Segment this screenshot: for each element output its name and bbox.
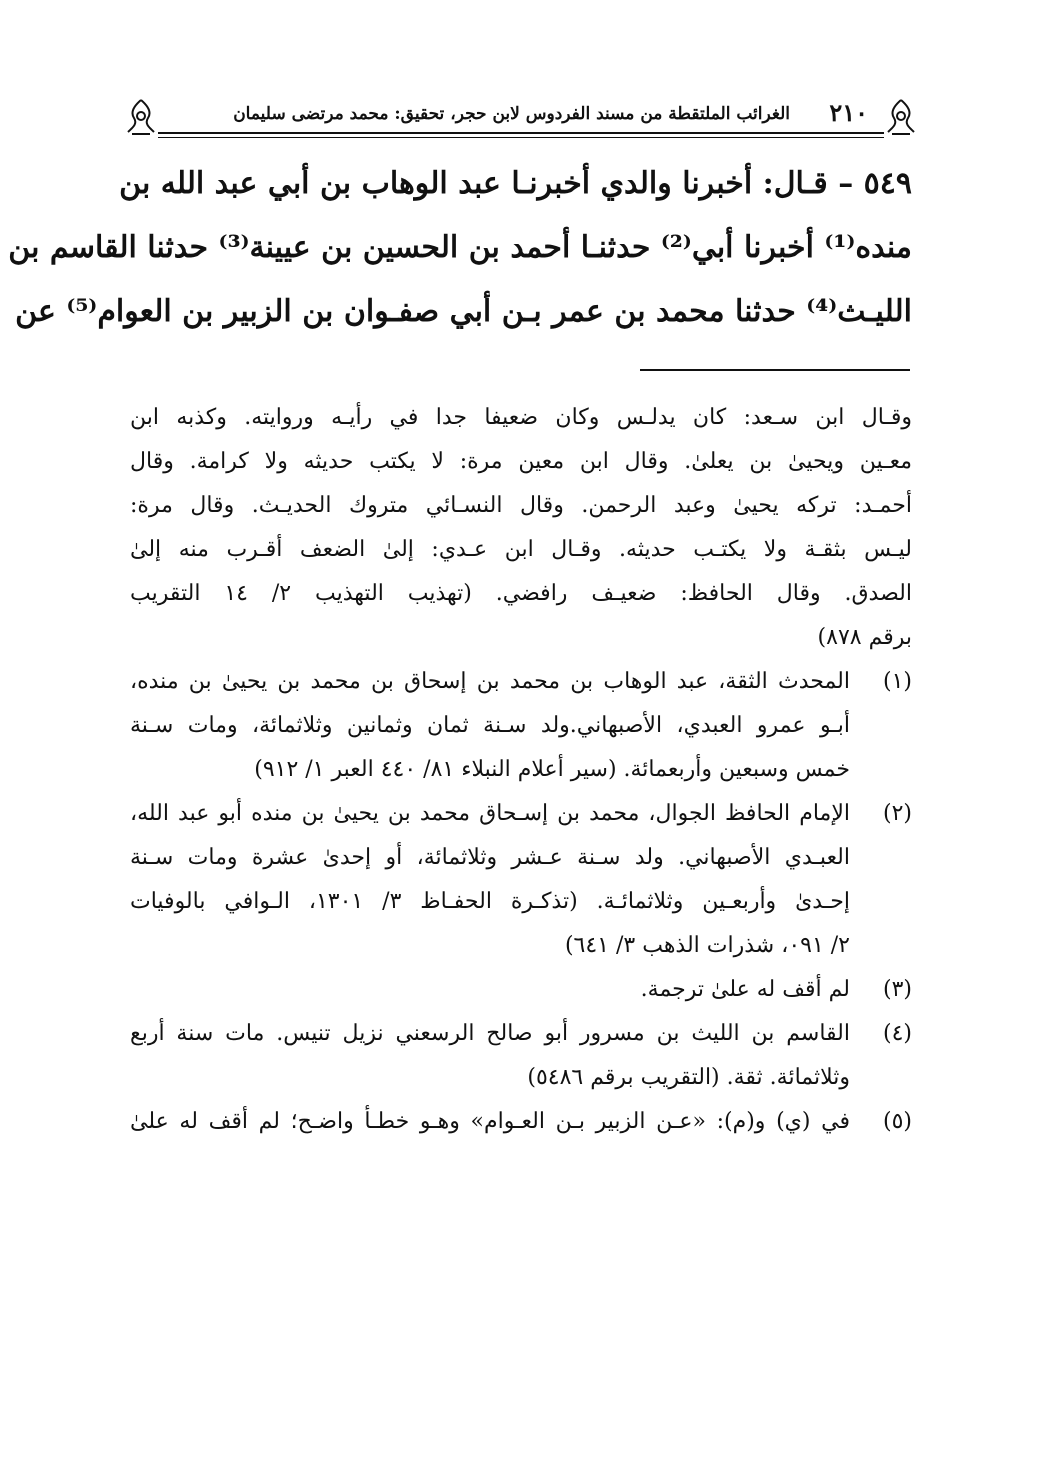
footnote-separator [640,369,910,371]
footnote-line: وقـال ابن سـعد: كان يدلـس وكان ضعيفا جدا في رأيـه وروايته. وكذبه ابن [130,405,912,430]
footnote-4 [130,1012,912,1100]
footnote-line: وثلاثمائة. ثقة. (التقريب برقم ٥٤٨٦) [527,1065,850,1090]
footnote-line: خمس وسبعين وأربعمائة. (سير أعلام النبلاء ٨١/ ٤٤٠ العبر ١/ ٩١٢) [254,757,850,782]
footnote-1 [130,660,912,792]
footnote-continuation [130,396,912,660]
footnote-line: ٢/ ٠٩١، شذرات الذهب ٣/ ٦٤١) [564,933,850,958]
header-ornament-icon [884,98,918,136]
footnote-line: الصدق. وقال الحافظ: ضعيـف رافضي. (تهذيب التهذيب ٢/ ١٤ التقريب [130,581,912,606]
footnote-line: إحـدىٰ وأربعـين وثلاثمائـة. (تذكـرة الحفـاظ ٣/ ١٣٠١، الـوافي بالوفيات [130,889,851,914]
footnote-line: القاسم بن الليث بن مسرور أبو صالح الرسعني نزيل تنيس. مات سنة أربع [130,1021,850,1046]
footnote-line: لم أقف له علىٰ ترجمة. [640,977,850,1002]
footnote-number: (٥) [882,1109,912,1134]
footnote-line: أحمـد: تركه يحيىٰ وعبد الرحمن. وقال النسـائي متروك الحديـث. وقال مرة: [130,493,912,518]
footnote-number: (٤) [882,1021,912,1046]
footnote-number: (٢) [882,801,912,826]
footnote-number: (١) [882,669,912,694]
footnotes [130,396,912,1144]
footnote-line: معـين ويحيىٰ بن يعلىٰ. وقال ابن معين مرة: لا يكتب حديثه ولا كرامة. وقال [130,449,912,474]
footnote-2 [130,792,912,968]
main-text-line: الليـث⁽⁴⁾ حدثنا محمد بن عمر بـن أبي صفـوان بن الزبير بن العوام⁽⁵⁾ عن [15,294,912,329]
footnote-number: (٣) [882,977,912,1002]
footnote-line: في (ي) و(م): «عـن الزبير بـن العـوام» وهـو خطـأ واضـح؛ لم أقف له علىٰ [130,1109,850,1134]
header-rule-thin [158,137,884,138]
footnote-line: الإمام الحافظ الجوال، محمد بن إسـحاق محمد بن يحيىٰ بن منده أبو عبد الله، [130,801,850,826]
main-text-line: ٥٤٩ – قـال: أخبرنا والدي أخبرنـا عبد الوهاب بن أبي عبد الله بن [119,166,912,201]
running-head: الغرائب الملتقطة من مسند الفردوس لابن حجر، تحقيق: محمد مرتضى سليمان [233,104,790,124]
header-rule [158,132,884,134]
footnote-line: العبـدي الأصبهاني. ولد سـنة عـشر وثلاثمائة، أو إحدىٰ عشرة ومات سـنة [130,845,850,870]
main-text-line: منده⁽¹⁾ أخبرنا أبي⁽²⁾ حدثنـا أحمد بن الحسين بن عيينة⁽³⁾ حدثنا القاسم بن [8,230,912,265]
footnote-line: المحدث الثقة، عبد الوهاب بن محمد بن إسحاق بن محمد بن يحيىٰ بن منده، [130,669,850,694]
footnote-line: برقم ٨٧٨) [817,625,912,650]
footnote-3 [130,968,912,1012]
footnote-line: ليـس بثقـة ولا يكتـب حديثه. وقـال ابن عـدي: إلىٰ الضعف أقـرب منه إلىٰ [130,537,912,562]
page-number: ٢١٠ [829,98,868,127]
main-text [8,152,912,344]
header-ornament-icon [124,98,158,136]
page-header [130,94,912,138]
footnote-line: أبـو عمرو العبدي، الأصبهاني.ولد سـنة ثمان وثمانين وثلاثمائة، ومات سـنة [130,713,850,738]
footnote-5 [130,1100,912,1144]
